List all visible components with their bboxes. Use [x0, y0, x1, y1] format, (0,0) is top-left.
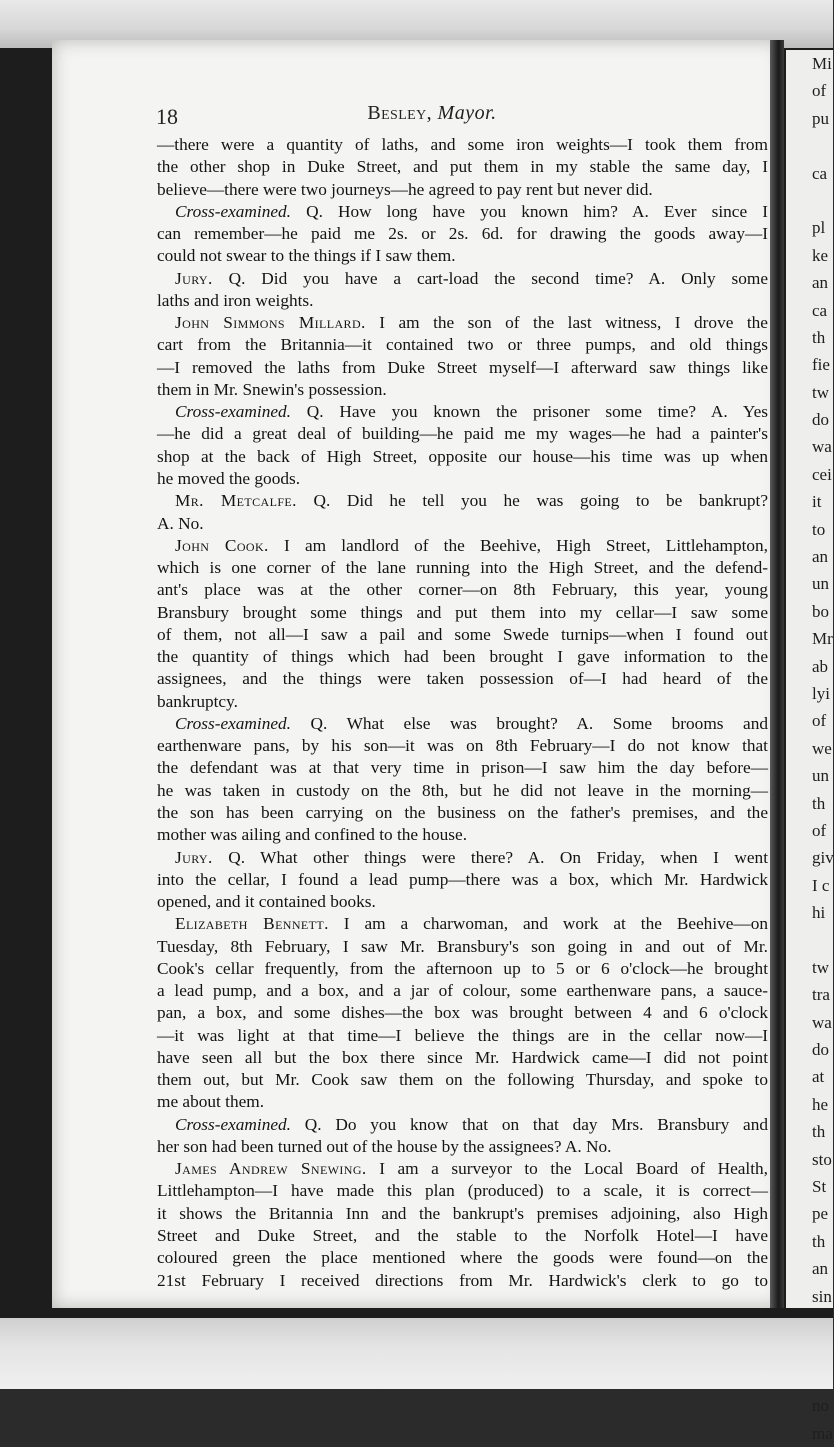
- speaker-label: Elizabeth Bennett.: [175, 914, 329, 934]
- text-line: [157, 446, 768, 468]
- facing-page-fragment: it: [812, 492, 822, 512]
- text-line: [157, 735, 768, 757]
- line-text: Q. Did he tell you he was going to be bankrupt?: [296, 491, 768, 511]
- text-line: [157, 334, 768, 356]
- facing-page-fragment: fie: [812, 355, 830, 375]
- facing-page-fragment: ke: [812, 245, 829, 265]
- book-gutter: [770, 40, 784, 1308]
- facing-page-edge: [786, 50, 834, 1443]
- facing-page-fragment: do: [812, 410, 829, 430]
- speaker-label: Cross-examined.: [175, 1114, 291, 1134]
- text-line: [157, 513, 768, 535]
- facing-page-fragment: tw: [812, 957, 829, 977]
- facing-page-fragment: th: [812, 327, 826, 347]
- facing-page-fragment: at: [812, 1067, 825, 1087]
- text-line: [157, 535, 768, 557]
- line-text: bankruptcy.: [157, 691, 238, 711]
- facing-page-fragment: [786, 187, 833, 214]
- text-line: [157, 201, 768, 223]
- text-line: [157, 802, 768, 824]
- text-line: [157, 691, 768, 713]
- speaker-label: John Cook.: [175, 535, 269, 555]
- text-line: [157, 312, 768, 334]
- line-text: Tuesday, 8th February, I saw Mr. Bransbury's son going in and out of Mr.: [157, 936, 768, 956]
- line-text: I am a surveyor to the Local Board of Health,: [366, 1159, 768, 1179]
- line-text: Cook's cellar frequently, from the afternoon up to 5 or 6 o'clock—he brought: [157, 958, 768, 978]
- running-head-name: Besley,: [367, 102, 433, 124]
- facing-page-fragment: ab: [812, 656, 829, 676]
- page-number: 18: [156, 104, 178, 129]
- text-line: [157, 156, 768, 178]
- line-text: Littlehampton—I have made this plan (produced) to a scale, it is correct—: [157, 1181, 768, 1201]
- facing-page-fragment: lyi: [812, 683, 830, 703]
- speaker-label: Jury.: [175, 847, 213, 867]
- text-line: [157, 1091, 768, 1113]
- facing-page-fragment: of: [812, 711, 827, 731]
- line-text: mother was ailing and confined to the house.: [157, 825, 468, 845]
- line-text: A. No.: [157, 513, 204, 533]
- line-text: —he did a great deal of building—he paid me my wages—he had a painter's: [157, 424, 768, 444]
- line-text: into the cellar, I found a lead pump—there was a box, which Mr. Hardwick: [157, 869, 768, 889]
- text-line: [157, 913, 768, 935]
- speaker-label: Cross-examined.: [175, 402, 291, 422]
- facing-page-fragment: of: [812, 820, 827, 840]
- speaker-label: Jury.: [175, 268, 213, 288]
- facing-page-fragment: ca: [812, 163, 828, 183]
- line-text: he moved the goods.: [157, 468, 301, 488]
- line-text: her son had been turned out of the house by the assignees? A. No.: [157, 1136, 612, 1156]
- line-text: —I removed the laths from Duke Street myself—I afterward saw things like: [157, 357, 768, 377]
- text-line: [157, 1180, 768, 1202]
- facing-page-fragment: hi: [812, 903, 826, 923]
- speaker-label: Cross-examined.: [175, 713, 291, 733]
- text-line: [157, 401, 768, 423]
- facing-page-fragment: cei: [812, 464, 832, 484]
- line-text: 21st February I received directions from Mr. Hardwick's clerk to go to: [157, 1270, 768, 1290]
- text-line: [157, 668, 768, 690]
- line-text: Q. What other things were there? A. On Friday, when I went: [212, 847, 768, 867]
- line-text: them in Mr. Snewin's possession.: [157, 379, 387, 399]
- page-header: [102, 100, 762, 132]
- text-line: [157, 624, 768, 646]
- facing-page-fragment: an: [812, 547, 829, 567]
- running-head: [102, 102, 762, 125]
- text-line: [157, 1158, 768, 1180]
- text-line: [157, 268, 768, 290]
- line-text: Q. Did you have a cart-load the second time? A. Only some: [212, 268, 768, 288]
- line-text: Q. How long have you known him? A. Ever since I: [291, 201, 768, 221]
- text-line: [157, 223, 768, 245]
- facing-page-fragment: giv: [812, 848, 834, 868]
- facing-page-fragment: no: [812, 1396, 829, 1416]
- text-line: [157, 1270, 768, 1292]
- text-line: [157, 1247, 768, 1269]
- line-text: Bransbury brought some things and put them into my cellar—I saw some: [157, 602, 768, 622]
- text-line: [157, 290, 768, 312]
- facing-page-fragment: an: [812, 273, 829, 293]
- facing-page-fragment: [786, 132, 833, 159]
- facing-page-fragment: tw: [812, 382, 829, 402]
- line-text: shop at the back of High Street, opposite our house—his time was up when: [157, 446, 768, 466]
- line-text: which is one corner of the lane running into the High Street, and the defend-: [157, 558, 768, 578]
- text-line: [157, 980, 768, 1002]
- facing-page-fragment: ca: [812, 300, 828, 320]
- line-text: cart from the Britannia—it contained two or three pumps, and old things: [157, 335, 768, 355]
- facing-page-fragment: pl: [812, 218, 826, 238]
- text-line: [157, 713, 768, 735]
- text-line: [157, 134, 768, 156]
- facing-page-fragment: th: [812, 793, 826, 813]
- line-text: Q. Have you known the prisoner some time? A. Yes: [291, 402, 768, 422]
- text-line: [157, 1047, 768, 1069]
- text-line: [157, 468, 768, 490]
- line-text: opened, and it contained books.: [157, 892, 376, 912]
- text-line: [157, 1114, 768, 1136]
- text-line: [157, 1069, 768, 1091]
- text-line: [157, 557, 768, 579]
- line-text: believe—there were two journeys—he agreed to pay rent but never did.: [157, 179, 653, 199]
- facing-page-fragment: tra: [812, 985, 830, 1005]
- text-line: [157, 780, 768, 802]
- facing-page-fragment: he: [812, 1094, 829, 1114]
- line-text: Street and Duke Street, and the stable to the Norfolk Hotel—I have: [157, 1226, 768, 1246]
- text-line: [157, 1203, 768, 1225]
- facing-page-fragment: Mr: [812, 629, 833, 649]
- text-line: [157, 245, 768, 267]
- facing-page-fragment: un: [812, 766, 829, 786]
- line-text: a lead pump, and a box, and a jar of colour, some earthenware pans, a sauce-: [157, 981, 768, 1001]
- facing-page-fragment: I c: [812, 875, 830, 895]
- text-line: [157, 847, 768, 869]
- text-line: [157, 379, 768, 401]
- facing-page-fragment: to: [812, 519, 826, 539]
- text-line: [157, 579, 768, 601]
- scanner-bottom-edge: [0, 1318, 833, 1389]
- facing-page-fragment: sto: [812, 1149, 832, 1169]
- line-text: I am landlord of the Beehive, High Street, Littlehampton,: [268, 535, 768, 555]
- facing-page-fragment: th: [812, 1231, 826, 1251]
- text-line: [157, 357, 768, 379]
- text-line: [157, 1025, 768, 1047]
- text-line: [157, 757, 768, 779]
- text-line: [157, 646, 768, 668]
- line-text: of them, not all—I saw a pail and some Swede turnips—when I found out: [157, 624, 768, 644]
- facing-page-fragment: pe: [812, 1204, 829, 1224]
- line-text: the son has been carrying on the business on the father's premises, and the: [157, 802, 768, 822]
- line-text: the quantity of things which had been brought I gave information to the: [157, 647, 768, 667]
- speaker-label: Cross-examined.: [175, 201, 291, 221]
- facing-page-fragment: bo: [812, 601, 829, 621]
- facing-page-fragment: do: [812, 1040, 829, 1060]
- text-line: [157, 1136, 768, 1158]
- facing-page-fragment: wa: [812, 437, 832, 457]
- facing-page-fragment: of: [812, 81, 827, 101]
- facing-page-fragment: we: [812, 738, 832, 758]
- facing-page-fragment: un: [812, 574, 829, 594]
- line-text: Q. Do you know that on that day Mrs. Bransbury and: [291, 1114, 768, 1134]
- line-text: the other shop in Duke Street, and put them in my stable the same day, I: [157, 157, 768, 177]
- speaker-label: Mr. Metcalfe.: [175, 491, 297, 511]
- line-text: —it was light at that time—I believe the things are in the cellar now—I: [157, 1025, 768, 1045]
- text-line: [157, 490, 768, 512]
- facing-page-fragment: ma: [812, 1423, 833, 1443]
- line-text: coloured green the place mentioned where the goods were found—on the: [157, 1248, 768, 1268]
- line-text: can remember—he paid me 2s. or 2s. 6d. for drawing the goods away—I: [157, 224, 768, 244]
- line-text: Q. What else was brought? A. Some brooms and: [291, 713, 768, 733]
- speaker-label: John Simmons Millard.: [175, 313, 366, 333]
- facing-page-fragment: th: [812, 1122, 826, 1142]
- text-line: [157, 602, 768, 624]
- speaker-label: James Andrew Snewing.: [175, 1159, 367, 1179]
- line-text: the defendant was at that very time in prison—I saw him the day before—: [157, 758, 768, 778]
- text-line: [157, 891, 768, 913]
- facing-page-fragment: wa: [812, 1012, 832, 1032]
- facing-page-fragment: sin: [812, 1286, 832, 1306]
- line-text: I am a charwoman, and work at the Beehive—on: [328, 914, 768, 934]
- line-text: assignees, and the things were taken possession of—I had heard of the: [157, 669, 768, 689]
- text-line: [157, 936, 768, 958]
- facing-page-fragment: an: [812, 1259, 829, 1279]
- line-text: he was taken in custody on the 8th, but he did not leave in the morning—: [157, 780, 768, 800]
- facing-page-fragment: pu: [812, 108, 829, 128]
- line-text: me about them.: [157, 1092, 265, 1112]
- text-line: [157, 869, 768, 891]
- page-body-text: [157, 134, 768, 1292]
- text-line: [157, 179, 768, 201]
- line-text: could not swear to the things if I saw them.: [157, 246, 456, 266]
- line-text: have seen all but the box there since Mr. Hardwick came—I did not point: [157, 1047, 768, 1067]
- text-line: [157, 958, 768, 980]
- running-head-title: Mayor.: [437, 102, 497, 124]
- line-text: laths and iron weights.: [157, 290, 314, 310]
- text-line: [157, 1002, 768, 1024]
- line-text: them out, but Mr. Cook saw them on the following Thursday, and spoke to: [157, 1070, 768, 1090]
- line-text: ant's place was at the other corner—on 8th February, this year, young: [157, 580, 768, 600]
- line-text: pan, a box, and some dishes—the box was brought between 4 and 6 o'clock: [157, 1003, 768, 1023]
- line-text: earthenware pans, by his son—it was on 8th February—I do not know that: [157, 736, 768, 756]
- facing-page-fragment: [786, 927, 833, 954]
- text-line: [157, 1225, 768, 1247]
- facing-page-fragment: Mi: [812, 54, 832, 73]
- text-line: [157, 824, 768, 846]
- text-line: [157, 423, 768, 445]
- line-text: —there were a quantity of laths, and some iron weights—I took them from: [157, 135, 768, 154]
- facing-page-fragment: St: [812, 1177, 827, 1197]
- line-text: I am the son of the last witness, I drove the: [365, 313, 768, 333]
- line-text: it shows the Britannia Inn and the bankrupt's premises adjoining, also High: [157, 1203, 768, 1223]
